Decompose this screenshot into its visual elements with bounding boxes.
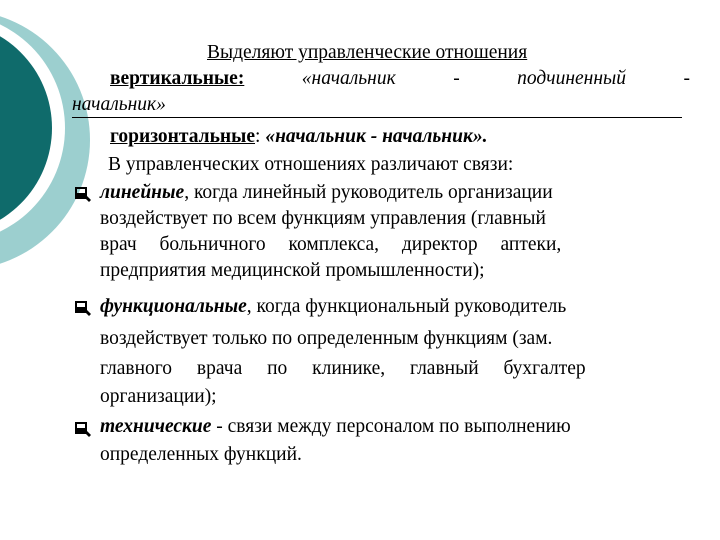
- checkbox-bullet-icon: [72, 418, 94, 440]
- vertical-relations-line: вертикальные: «начальник - подчиненный -: [110, 66, 690, 92]
- list-item-functional-l3: главного врача по клинике, главный бухгалтер: [100, 358, 586, 379]
- horizontal-term: горизонтальные: [110, 126, 256, 147]
- list-item-functional-l1: функциональные, когда функциональный руководитель: [100, 296, 567, 317]
- intro-line: В управленческих отношениях различают связи:: [108, 154, 514, 175]
- list-item-linear-l1: линейные, когда линейный руководитель организации: [100, 182, 553, 203]
- checkbox-bullet-icon: [72, 183, 94, 205]
- list-item-functional-l4: организации);: [100, 386, 217, 407]
- list-item-functional-l2: воздействует только по определенным функциям (зам.: [100, 328, 553, 349]
- vertical-relations-cont: начальник»: [72, 92, 682, 118]
- horizontal-relations-line: горизонтальные: «начальник - начальник».: [110, 126, 488, 147]
- list-item-technical-l2: определенных функций.: [100, 444, 302, 465]
- list-item-linear-l4: предприятия медицинской промышленности);: [100, 260, 485, 281]
- list-item-linear-l2: воздействует по всем функциям управления (главный: [100, 208, 546, 229]
- list-item-linear-l3: врач больничного комплекса, директор аптеки,: [100, 234, 562, 255]
- list-item-technical-l1: технические - связи между персоналом по выполнению: [100, 416, 571, 437]
- checkbox-bullet-icon: [72, 297, 94, 319]
- vertical-term: вертикальные:: [110, 68, 245, 89]
- slide-title: Выделяют управленческие отношения: [207, 42, 528, 63]
